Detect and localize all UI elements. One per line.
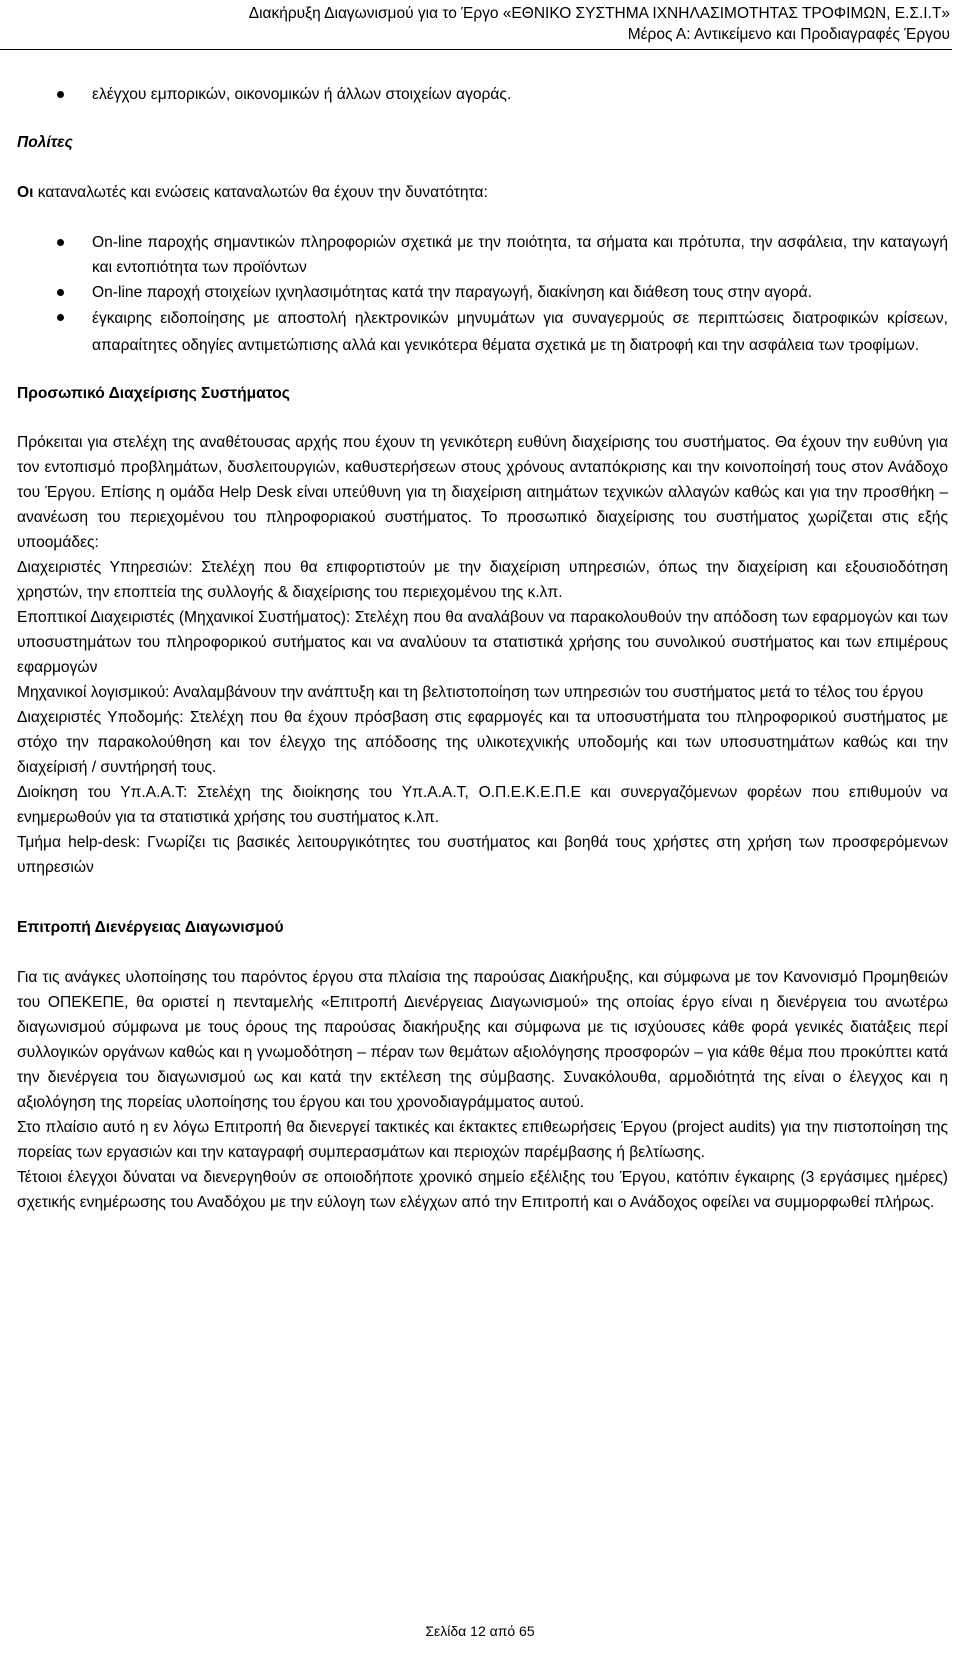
header-divider (0, 49, 952, 50)
bullet-icon (57, 91, 64, 98)
continued-bullet-list (17, 82, 948, 107)
page-number: Σελίδα 12 από 65 (425, 1623, 535, 1639)
list-item (17, 305, 948, 359)
tender-committee-body (17, 965, 948, 1215)
citizens-intro-text: καταναλωτές και ενώσεις καταναλωτών θα έχουν την δυνατότητα: (33, 184, 488, 201)
list-item (17, 280, 948, 305)
section-heading-tender-committee: Επιτροπή Διενέργειας Διαγωνισμού (17, 919, 284, 936)
bullet-icon (57, 289, 64, 296)
paragraph: Τμήμα help-desk: Γνωρίζει τις βασικές λειτουργικότητες του συστήματος και βοηθά τους χρήστες στη χρήση των προσφερόμενων υπηρεσιών (17, 834, 948, 876)
page-header (0, 0, 950, 45)
paragraph: Για τις ανάγκες υλοποίησης του παρόντος έργου στα πλαίσια της παρούσας Διακήρυξης, και σύμφωνα με τον Κανονισμό Προμηθειών του ΟΠΕΚΕΠΕ, θα οριστεί η πενταμελής «Επιτροπή Διενέργειας Διαγωνισμού» της οποίας έργο είναι η διενέργεια του ανωτέρω διαγωνισμού σύμφωνα με τους όρους της παρούσας διακήρυξης και σύμφωνα με τις ισχύουσες κάθε φορά γενικές διατάξεις περί συλλογικών οργάνων καθώς και η γνωμοδότηση – πέραν των θεμάτων αξιολόγησης προσφορών – για κάθε θέμα που προκύπτει κατά την διενέργεια του διαγωνισμού ως και κατά την εκτέλεση της σύμβασης. Συνακόλουθα, αρμοδιότητά της είναι ο έλεγχος και η αξιολόγηση της πορείας υλοποίησης του έργου και του χρονοδιαγράμματος αυτού. (17, 969, 948, 1111)
list-item (17, 230, 948, 280)
document-body (17, 82, 948, 1215)
citizens-bullet-list (17, 230, 948, 359)
bullet-icon (57, 239, 64, 246)
paragraph: Εποπτικοί Διαχειριστές (Μηχανικοί Συστήματος): Στελέχη που θα αναλάβουν να παρακολουθούν την απόδοση των εφαρμογών και των υποσυστημάτων του πληροφορικού συτήματος και να αναλύουν τα στατιστικά χρήσης του συνολικού συστήματος και των επιμέρους εφαρμογών (17, 609, 948, 676)
citizens-intro-bold: Οι (17, 184, 34, 201)
paragraph: Διαχειριστές Υποδομής: Στελέχη που θα έχουν πρόσβαση στις εφαρμογές και τα υποσυστήματα του πληροφορικού συστήματος με στόχο την παρακολούθηση και τον έλεγχο της απόδοσης της υλικοτεχνικής υποδομής και των υποσυστημάτων καθώς και την διαχείρισή / συντήρησή τους. (17, 709, 948, 776)
paragraph: Στο πλαίσιο αυτό η εν λόγω Επιτροπή θα διενεργεί τακτικές και έκτακτες επιθεωρήσεις Έργου (project audits) για την πιστοποίηση της πορείας των εργασιών και την καταγραφή συμπερασμάτων και περιοχών παρέμβασης ή βελτίωσης. (17, 1119, 948, 1161)
section-heading-citizens: Πολίτες (17, 134, 73, 151)
section-heading-system-staff: Προσωπικό Διαχείρισης Συστήματος (17, 385, 290, 402)
list-item-text: έγκαιρης ειδοποίησης με αποστολή ηλεκτρονικών μηνυμάτων για συναγερμούς σε περιπτώσεις διατροφικών κρίσεων, απαραίτητες οδηγίες αντιμετώπισης αλλά και γενικότερα θέματα σχετικά με τη διατροφή και την ασφάλεια των τροφίμων. (92, 310, 948, 354)
header-document-title: Διακήρυξη Διαγωνισμού για το Έργο «ΕΘΝΙΚΟ ΣΥΣΤΗΜΑ ΙΧΝΗΛΑΣΙΜΟΤΗΤΑΣ ΤΡΟΦΙΜΩΝ, Ε.Σ.Ι.Τ» (248, 5, 950, 22)
header-section-title: Μέρος Α: Αντικείμενο και Προδιαγραφές Έργου (627, 26, 950, 43)
system-staff-body (17, 430, 948, 880)
paragraph: Διοίκηση του Υπ.Α.Α.Τ: Στελέχη της διοίκησης του Υπ.Α.Α.Τ, Ο.Π.Ε.Κ.Ε.Π.Ε και συνεργαζόμενων φορέων που επιθυμούν να ενημερωθούν για τα στατιστικά χρήσης του συστήματος κ.λπ. (17, 784, 948, 826)
paragraph: Πρόκειται για στελέχη της αναθέτουσας αρχής που έχουν τη γενικότερη ευθύνη διαχείρισης του συστήματος. Θα έχουν την ευθύνη για τον εντοπισμό προβλημάτων, δυσλειτουργιών, καθυστερήσεων στους χρόνους ανταπόκρισης και την κοινοποίησή τους στον Ανάδοχο του Έργου. Επίσης η ομάδα Help Desk είναι υπεύθυνη για τη διαχείριση αιτημάτων τεχνικών αλλαγών καθώς και για την προσθήκη – ανανέωση του περιεχομένου του πληροφοριακού συστήματος. Το προσωπικό διαχείρισης του συστήματος χωρίζεται στις εξής υποομάδες: (17, 434, 948, 551)
citizens-intro (17, 180, 948, 205)
list-item (17, 82, 948, 107)
list-item-text: On-line παροχής σημαντικών πληροφοριών σχετικά με την ποιότητα, τα σήματα και πρότυπα, την ασφάλεια, την καταγωγή και εντοπιότητα των προϊόντων (92, 234, 948, 276)
paragraph: Διαχειριστές Υπηρεσιών: Στελέχη που θα επιφορτιστούν με την διαχείριση υπηρεσιών, όπως την διαχείριση και εξουσιοδότηση χρηστών, την εποπτεία της συλλογής & διαχείρισης του περιεχομένου της κ.λπ. (17, 559, 948, 601)
list-item-text: ελέγχου εμπορικών, οικονομικών ή άλλων στοιχείων αγοράς. (92, 86, 512, 103)
list-item-text: On-line παροχή στοιχείων ιχνηλασιμότητας κατά την παραγωγή, διακίνηση και διάθεση τους στην αγορά. (92, 284, 812, 301)
paragraph: Τέτοιοι έλεγχοι δύναται να διενεργηθούν σε οποιοδήποτε χρονικό σημείο εξέλιξης του Έργου, κατόπιν έγκαιρης (3 εργάσιμες ημέρες) σχετικής ενημέρωσης του Αναδόχου με την εύλογη των ελέγχων από την Επιτροπή και ο Ανάδοχος οφείλει να συμμορφωθεί πλήρως. (17, 1169, 948, 1211)
bullet-icon (57, 314, 64, 321)
paragraph: Μηχανικοί λογισμικού: Αναλαμβάνουν την ανάπτυξη και τη βελτιστοποίηση των υπηρεσιών του συστήματος μετά το τέλος του έργου (17, 684, 924, 701)
